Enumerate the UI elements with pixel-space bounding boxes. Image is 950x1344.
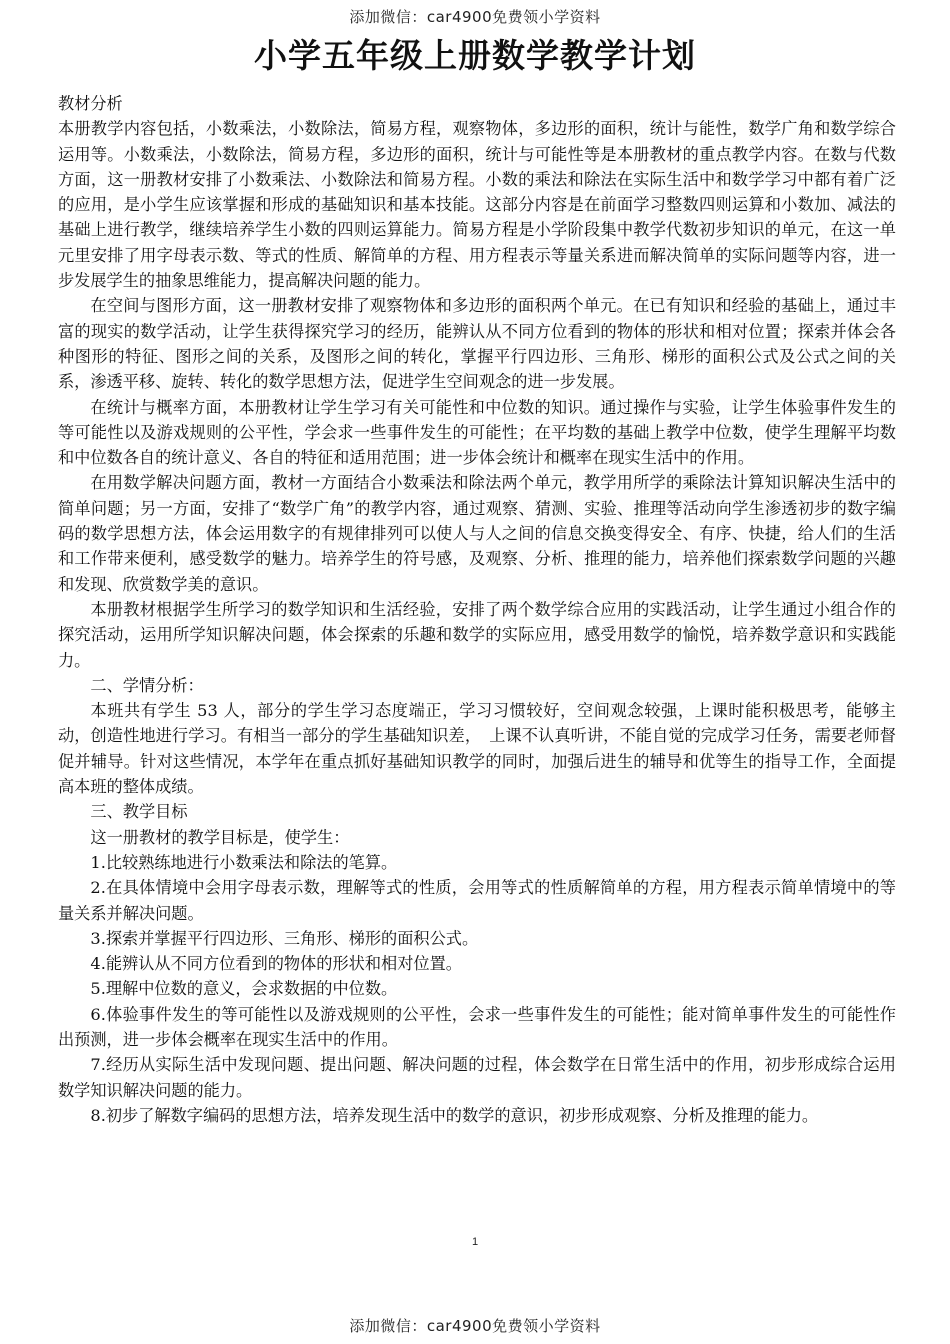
- paragraph-material-3: 在统计与概率方面，本册教材让学生学习有关可能性和中位数的知识。通过操作与实验，让学生体验事件发生的等可能性以及游戏规则的公平性，学会求一些事件发生的可能性；在平均数的基础上教学中位数，使学生理解平均数和中位数各自的统计意义、各自的特征和适用范围；进一步体会统计和概率在现实生活中的作用。: [58, 397, 896, 468]
- page-number: 1: [471, 1236, 479, 1248]
- paragraph-material-5: 本册教材根据学生所学习的数学知识和生活经验，安排了两个数学综合应用的实践活动，让学生通过小组合作的探究活动，运用所学知识解决问题，体会探索的乐趣和数学的实际应用，感受用数学的愉悦，培养数学意识和实践能力。: [58, 599, 896, 670]
- goal-item: 7.经历从实际生活中发现问题、提出问题、解决问题的过程，体会数学在日常生活中的作用，初步形成综合运用数学知识解决问题的能力。: [58, 1055, 896, 1100]
- watermark-top: 添加微信：car4900免费领小学资料: [349, 8, 601, 26]
- section-heading-students: 二、学情分析：: [90, 675, 204, 695]
- goal-item: 1.比较熟练地进行小数乘法和除法的笔算。: [90, 852, 398, 872]
- paragraph-students-1: 本班共有学生 53 人，部分的学生学习态度端正，学习习惯较好，空间观念较强，上课时能积极思考，能够主动，创造性地进行学习。有相当一部分的学生基础知识差， 上课不认真听讲，不能自觉的完成学习任务，需要老师督促并辅导。针对这些情况，本学年在重点抓好基础知识教学的同时，加强后进生的辅导和优等生的指导工作，全面提高本班的整体成绩。: [58, 701, 896, 797]
- paragraph-material-4: 在用数学解决问题方面，教材一方面结合小数乘法和除法两个单元，教学用所学的乘除法计算知识解决生活中的简单问题；另一方面，安排了“数学广角”的教学内容，通过观察、猜测、实验、推理等活动向学生渗透初步的数字编码的数学思想方法，体会运用数字的有规律排列可以使人与人之间的信息交换变得安全、有序、快捷，给人们的生活和工作带来便利，感受数学的魅力。培养学生的符号感，及观察、分析、推理的能力，培养他们探索数学问题的兴趣和发现、欣赏数学美的意识。: [58, 473, 896, 594]
- section-heading-goals: 三、教学目标: [90, 802, 188, 822]
- paragraph-goals-intro: 这一册教材的教学目标是，使学生：: [90, 827, 350, 847]
- goal-item: 8.初步了解数字编码的思想方法，培养发现生活中的数学的意识，初步形成观察、分析及推理的能力。: [90, 1105, 819, 1125]
- goal-item: 5.理解中位数的意义，会求数据的中位数。: [90, 979, 398, 999]
- watermark-bottom: 添加微信：car4900免费领小学资料: [349, 1317, 601, 1335]
- section-heading-material: 教材分析: [58, 94, 123, 113]
- goal-item: 6.体验事件发生的等可能性以及游戏规则的公平性，会求一些事件发生的可能性；能对简单事件发生的可能性作出预测，进一步体会概率在现实生活中的作用。: [58, 1004, 896, 1049]
- paragraph-material-1: 本册教学内容包括，小数乘法，小数除法，简易方程，观察物体，多边形的面积，统计与能性，数学广角和数学综合运用等。小数乘法，小数除法，简易方程，多边形的面积，统计与可能性等是本册教材的重点教学内容。在数与代数方面，这一册教材安排了小数乘法、小数除法和简易方程。小数的乘法和除法在实际生活中和数学学习中都有着广泛的应用，是小学生应该掌握和形成的基础知识和基本技能。这部分内容是在前面学习整数四则运算和小数加、减法的基础上进行教学，继续培养学生小数的四则运算能力。简易方程是小学阶段集中教学代数初步知识的单元，在这一单元里安排了用字母表示数、等式的性质、解简单的方程、用方程表示等量关系进而解决简单的实际问题等内容，进一步发展学生的抽象思维能力，提高解决问题的能力。: [58, 119, 896, 291]
- paragraph-material-2: 在空间与图形方面，这一册教材安排了观察物体和多边形的面积两个单元。在已有知识和经验的基础上，通过丰富的现实的数学活动，让学生获得探究学习的经历，能辨认从不同方位看到的物体的形状和相对位置；探索并体会各种图形的特征、图形之间的关系，及图形之间的转化，掌握平行四边形、三角形、梯形的面积公式及公式之间的关系，渗透平移、旋转、转化的数学思想方法，促进学生空间观念的进一步发展。: [58, 296, 896, 392]
- document-body: [58, 91, 896, 1128]
- goal-item: 3.探索并掌握平行四边形、三角形、梯形的面积公式。: [90, 928, 479, 948]
- goal-item: 2.在具体情境中会用字母表示数，理解等式的性质，会用等式的性质解简单的方程，用方程表示简单情境中的等量关系并解决问题。: [58, 878, 896, 923]
- goal-item: 4.能辨认从不同方位看到的物体的形状和相对位置。: [90, 954, 462, 974]
- page-title: 小学五年级上册数学教学计划: [254, 36, 696, 75]
